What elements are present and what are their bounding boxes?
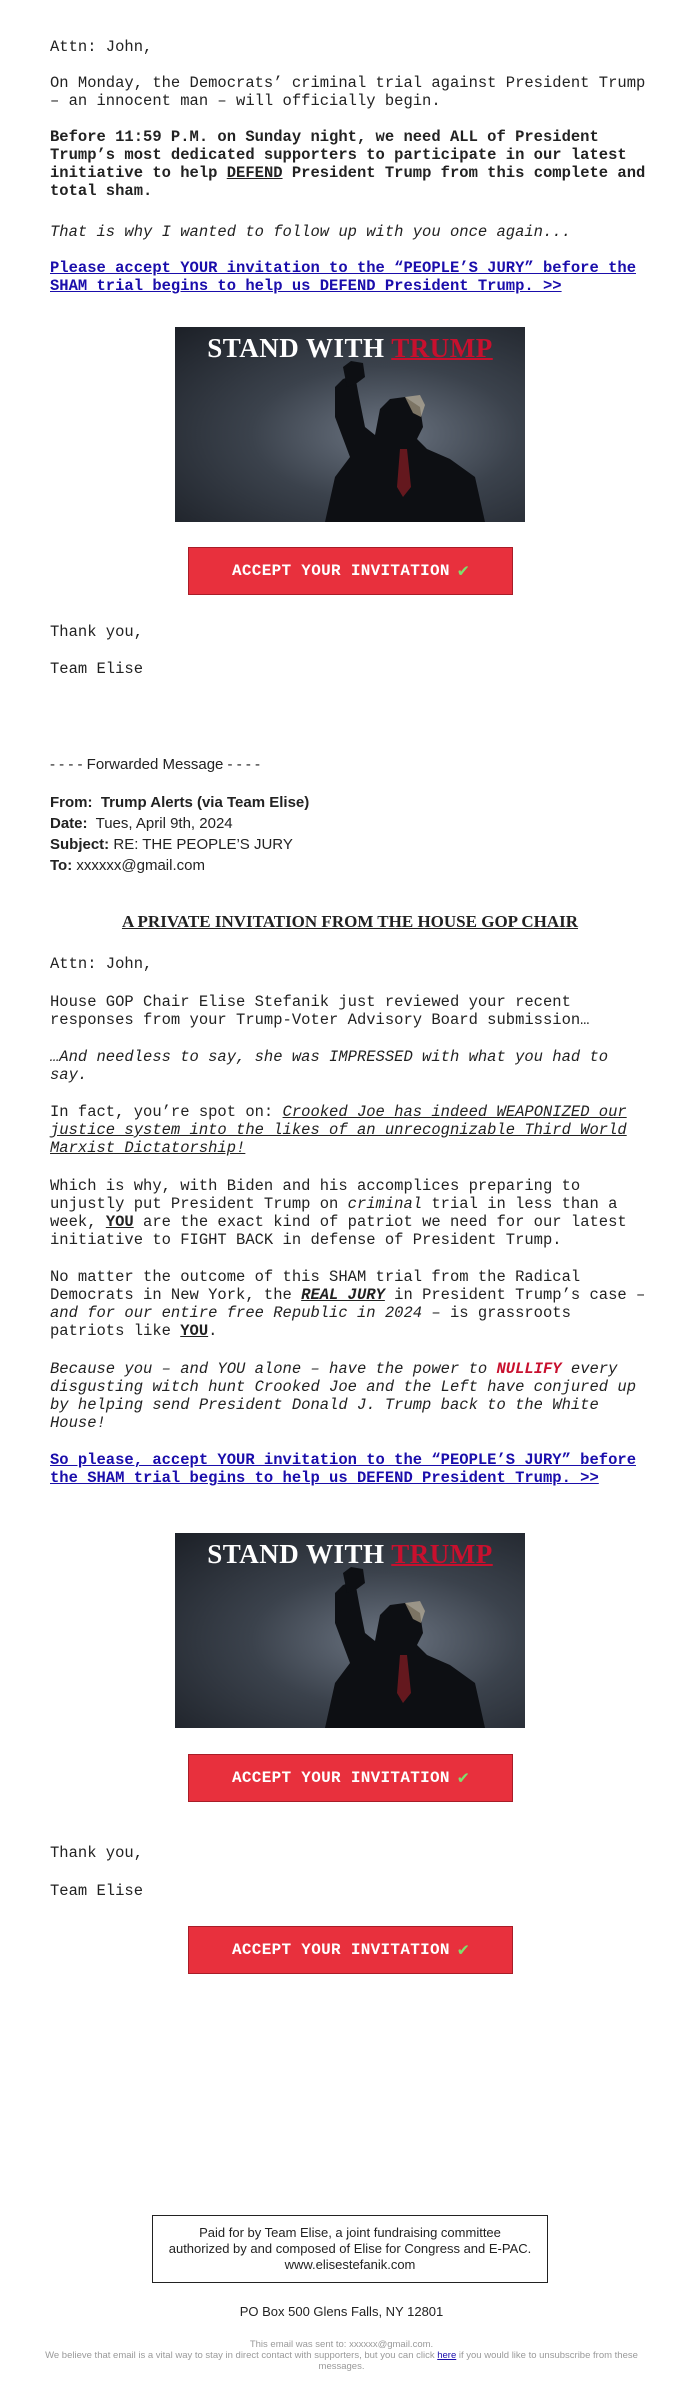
banner-title: STAND WITH TRUMP (207, 333, 493, 363)
signoff-text: Team Elise (50, 1882, 144, 1900)
accept-invitation-button[interactable]: ACCEPT YOUR INVITATION ✔ (188, 1754, 513, 1802)
subject-line: Subject: RE: THE PEOPLE’S JURY (50, 836, 293, 853)
paragraph: That is why I wanted to follow up with you once again... (50, 223, 571, 241)
invitation-link-paragraph (50, 1451, 650, 1487)
paragraph: …And needless to say, she was IMPRESSED with what you had to say. (50, 1048, 609, 1084)
stand-with-trump-banner[interactable] (175, 327, 525, 522)
invitation-link-paragraph (50, 259, 650, 295)
stand-with-trump-banner[interactable] (175, 1533, 525, 1728)
paragraph: Before 11:59 P.M. on Sunday night, we need ALL of President Trump’s most dedicated supporters to participate in our latest initiative to help DEFEND President Trump from this complete and total sham. (50, 128, 646, 200)
thanks-text: Thank you, (50, 623, 144, 641)
paragraph: Which is why, with Biden and his accomplices preparing to unjustly put President Trump on criminal trial in less than a week, YOU are the exact kind of patriot we need for our latest initiative to FIGHT BACK in defense of President Trump. (50, 1177, 627, 1249)
paragraph: Because you – and YOU alone – have the power to NULLIFY every disgusting witch hunt Crooked Joe and the Left have conjured up by helping send President Donald J. Trump back to the White House! (50, 1360, 636, 1432)
banner-title: STAND WITH TRUMP (207, 1539, 493, 1569)
unsubscribe-notice: This email was sent to: xxxxxx@gmail.com. We believe that email is a vital way to stay in direct contact with supporters, but you can click here if you would like to unsubscribe from these messages. (45, 2339, 638, 2372)
accept-invitation-button[interactable]: ACCEPT YOUR INVITATION ✔ (188, 547, 513, 595)
unsubscribe-link[interactable]: here (437, 2350, 457, 2361)
check-icon: ✔ (457, 1941, 469, 1961)
paid-for-disclaimer: Paid for by Team Elise, a joint fundraising committee authorized by and composed of Elise for Congress and E-PAC. www.elisestefanik.com (152, 2215, 548, 2283)
forwarded-divider: - - - - Forwarded Message - - - - (50, 756, 261, 773)
paragraph: In fact, you’re spot on: Crooked Joe has indeed WEAPONIZED our justice system into the likes of an unrecognizable Third World Marxist Dictatorship! (50, 1103, 627, 1157)
greeting: Attn: John, (50, 955, 153, 973)
check-icon: ✔ (457, 1769, 469, 1789)
accept-invitation-button[interactable]: ACCEPT YOUR INVITATION ✔ (188, 1926, 513, 1974)
paragraph: On Monday, the Democrats’ criminal trial against President Trump – an innocent man – will officially begin. (50, 74, 646, 110)
signoff-text: Team Elise (50, 660, 144, 678)
to-line: To: xxxxxx@gmail.com (50, 857, 205, 874)
from-line: From: Trump Alerts (via Team Elise) (50, 794, 310, 811)
date-line: Date: Tues, April 9th, 2024 (50, 815, 233, 832)
invitation-heading: A PRIVATE INVITATION FROM THE HOUSE GOP CHAIR (121, 912, 579, 931)
invitation-link[interactable]: So please, accept YOUR invitation to the “PEOPLE’S JURY” before the SHAM trial begins to help us DEFEND President Trump. >> (50, 1451, 636, 1487)
greeting: Attn: John, (50, 38, 153, 56)
thanks-text: Thank you, (50, 1844, 144, 1862)
paragraph: No matter the outcome of this SHAM trial from the Radical Democrats in New York, the REAL JURY in President Trump’s case – and for our entire free Republic in 2024 – is grassroots patriots like YOU. (50, 1268, 646, 1340)
forwarded-header (50, 792, 309, 876)
check-icon: ✔ (457, 562, 469, 582)
paragraph: House GOP Chair Elise Stefanik just reviewed your recent responses from your Trump-Voter Advisory Board submission… (50, 993, 590, 1029)
mailing-address: PO Box 500 Glens Falls, NY 12801 (239, 2304, 444, 2319)
invitation-link[interactable]: Please accept YOUR invitation to the “PEOPLE’S JURY” before the SHAM trial begins to help us DEFEND President Trump. >> (50, 259, 636, 295)
